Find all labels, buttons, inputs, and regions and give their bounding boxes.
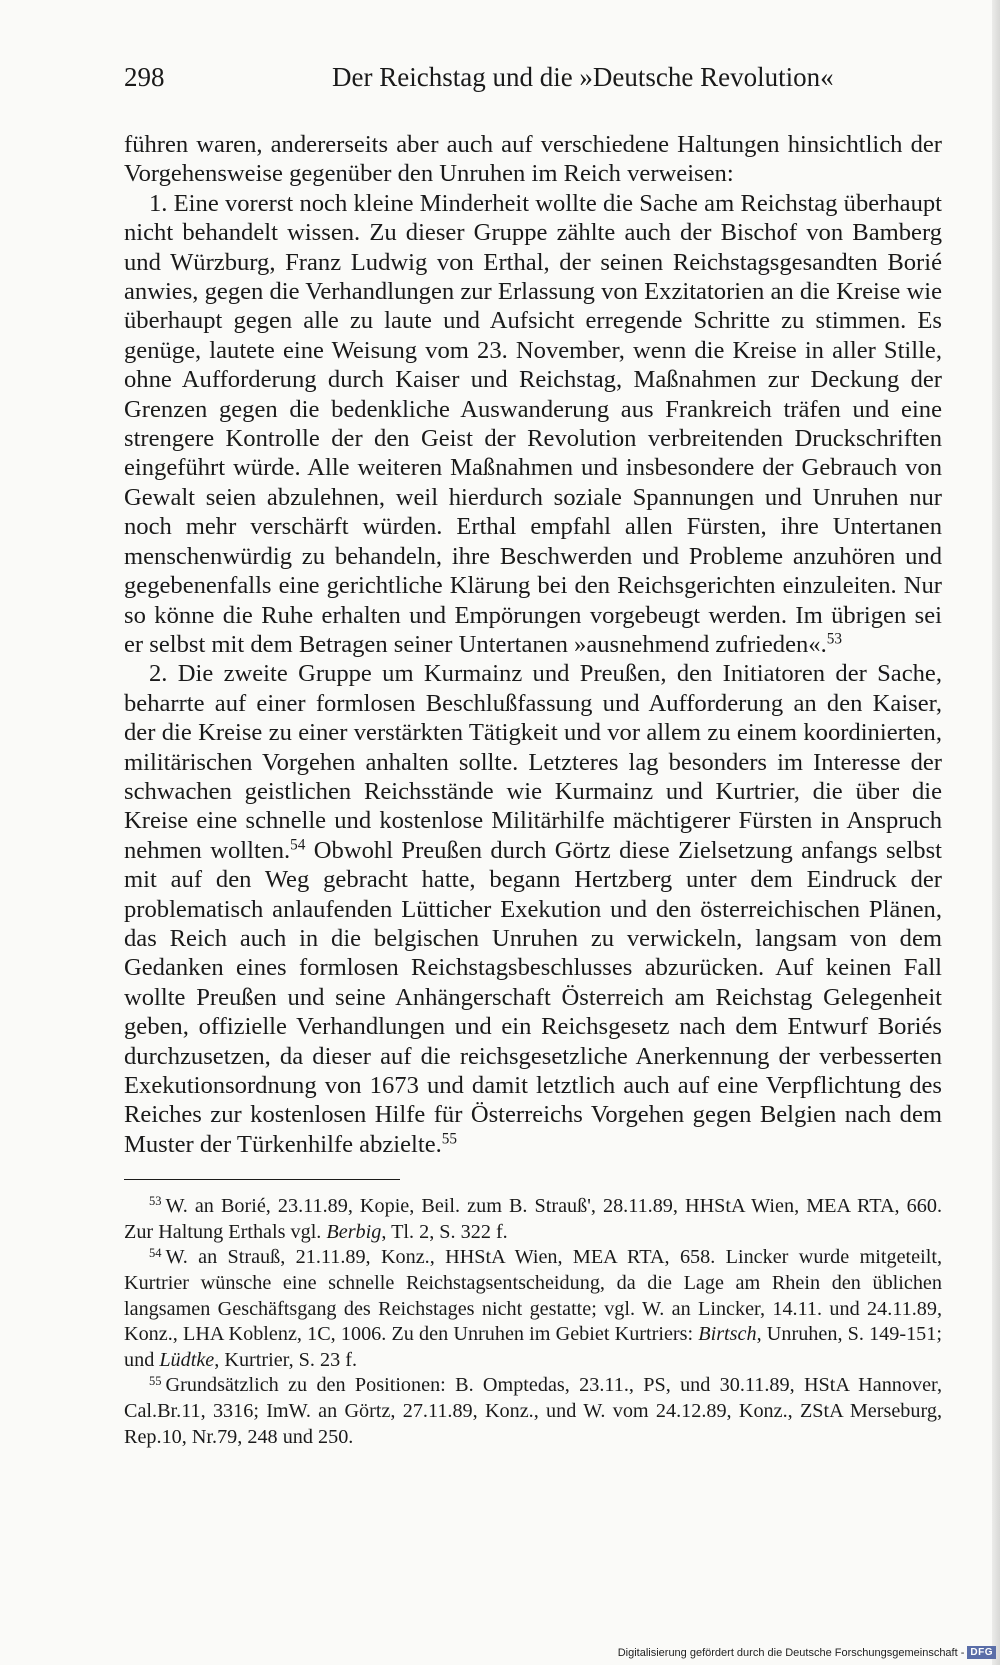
paragraph-text: führen waren, andererseits aber auch auf verschiedene Haltungen hinsichtlich der Vorgehensweise gegenüber den Unruhen im Reich verweisen: xyxy=(124,131,942,188)
footnote-55 xyxy=(124,1373,942,1450)
running-title: Der Reichstag und die »Deutsche Revolution« xyxy=(332,62,834,92)
paragraph-point-2 xyxy=(124,659,942,1159)
page-number: 298 xyxy=(124,62,165,92)
author-name: Lüdtke xyxy=(159,1348,215,1371)
footnote-ref-53[interactable]: 53 xyxy=(826,630,842,648)
dfg-logo: DFG xyxy=(967,1646,996,1659)
paragraph-continued xyxy=(124,130,942,189)
footnotes xyxy=(124,1194,942,1450)
footnote-53 xyxy=(124,1194,942,1245)
paragraph-point-1 xyxy=(124,189,942,660)
footnote-ref-55[interactable]: 55 xyxy=(441,1130,458,1148)
footnote-divider xyxy=(124,1179,400,1180)
digitization-credit xyxy=(618,1646,996,1659)
footnote-mark: 55 xyxy=(149,1373,162,1388)
footnote-text: , Kurtrier, S. 23 f. xyxy=(214,1348,358,1371)
paragraph-text: 1. Eine vorerst noch kleine Minderheit wollte die Sache am Reichstag überhaupt nicht behandelt wissen. Zu dieser Gruppe zählte auch der Bischof von Bamberg und Würzburg, Franz Ludwig von Erthal, der seinen Reichstagsgesandten Borié anwies, gegen die Verhandlungen zur Erlassung von Exzitatorien an die Kreise wie überhaupt gegen alle zu laute und Aufsicht erregende Schritte zu stimmen. Es genüge, lautete eine Weisung vom 23. November, wenn die Kreise in aller Stille, ohne Aufforderung durch Kaiser und Reichstag, Maßnahmen zur Deckung der Grenzen gegen die bedenkliche Auswanderung aus Frankreich träfen und eine strengere Kontrolle der den Geist der Revolution verbreitenden Druckschriften eingeführt würde. Alle weiteren Maßnahmen und insbesondere der Gebrauch von Gewalt seien abzulehnen, weil hierdurch soziale Spannungen und Unruhen nur noch mehr verschärft würden. Erthal empfahl allen Fürsten, ihre Untertanen menschenwürdig zu behandeln, ihre Beschwerden und Probleme anzuhören und gegebenenfalls eine gerichtliche Klärung bei den Reichsgerichten einzuleiten. Nur so könne die Ruhe erhalten und Empörungen vorgebeugt werden. Im übrigen sei er selbst mit dem Betragen seiner Untertanen »ausnehmend zufrieden«. xyxy=(124,189,942,658)
paragraph-text: 2. Die zweite Gruppe um Kurmainz und Preußen, den Initiatoren der Sache, beharrte auf einer formlosen Beschlußfassung und Aufforderung an den Kaiser, der die Kreise zu einer verstärkten Tätigkeit und vor allem zu einem koordinierten, militärischen Vorgehen anhalten sollte. Letzteres lag besonders im Interesse der schwachen geistlichen Reichsstände wie Kurmainz und Kurtrier, die über die Kreise eine schnelle und kostenlose Militärhilfe mächtigerer Fürsten in Anspruch nehmen wollten. xyxy=(124,660,942,864)
footnote-text: W. an Strauß, 21.11.89, Konz., HHStA Wien, MEA RTA, 658. Lincker wurde mitgeteilt, Kurtrier wünsche eine schnelle Reichstagsentscheidung, da die Lage am Rhein den üblichen langsamen Geschäftsgang des Reichstages nicht gestatte; vgl. W. an Lincker, 14.11. und 24.11.89, Konz., LHA Koblenz, 1C, 1006. Zu den Unruhen im Gebiet Kurtriers: xyxy=(124,1246,942,1346)
credit-text: Digitalisierung gefördert durch die Deutsche Forschungsgemeinschaft - xyxy=(617,1646,965,1659)
scan-edge-shadow xyxy=(992,0,1000,1665)
footnote-text: W. an Borié, 23.11.89, Kopie, Beil. zum B. Strauß', 28.11.89, HHStA Wien, MEA RTA, 660. Zur Haltung Erthals vgl. xyxy=(124,1195,942,1243)
main-text xyxy=(124,130,942,1159)
footnote-text: , Tl. 2, S. 322 f. xyxy=(381,1220,508,1243)
book-page xyxy=(124,60,942,1450)
footnote-ref-54[interactable]: 54 xyxy=(290,836,306,854)
author-name: Berbig xyxy=(326,1220,382,1243)
author-name: Birtsch xyxy=(698,1323,757,1346)
footnote-54 xyxy=(124,1245,942,1373)
paragraph-text: Obwohl Preußen durch Görtz diese Zielsetzung anfangs selbst mit auf den Weg gebracht hatte, begann Hertzberg unter dem Eindruck der problematisch anlaufenden Lütticher Exekution und den österreichischen Plänen, das Reich auch in die belgischen Unruhen zu verwickeln, langsam von dem Gedanken eines formlosen Reichstagsbeschlusses abzurücken. Auf keinen Fall wollte Preußen und seine Anhängerschaft Österreich am Reichstag Gelegenheit geben, offizielle Verhandlungen und ein Reichsgesetz nach dem Entwurf Boriés durchzusetzen, da dieser auf die reichsgesetzliche Anerkennung der verbesserten Exekutionsordnung von 1673 und damit letztlich auch auf eine Verpflichtung des Reiches zur kostenlosen Hilfe für Österreichs Vorgehen gegen Belgien nach dem Muster der Türkenhilfe abzielte. xyxy=(124,836,942,1158)
footnote-text: Grundsätzlich zu den Positionen: B. Omptedas, 23.11., PS, und 30.11.89, HStA Hannover, Cal.Br.11, 3316; ImW. an Görtz, 27.11.89, Konz., und W. vom 24.12.89, Konz., ZStA Merseburg, Rep.10, Nr.79, 248 und 250. xyxy=(124,1374,942,1448)
page-header xyxy=(124,60,942,100)
footnote-mark: 53 xyxy=(149,1194,162,1209)
footnote-mark: 54 xyxy=(149,1245,162,1260)
footnote-text: , Unruhen, S. 149-151; und xyxy=(124,1323,942,1371)
